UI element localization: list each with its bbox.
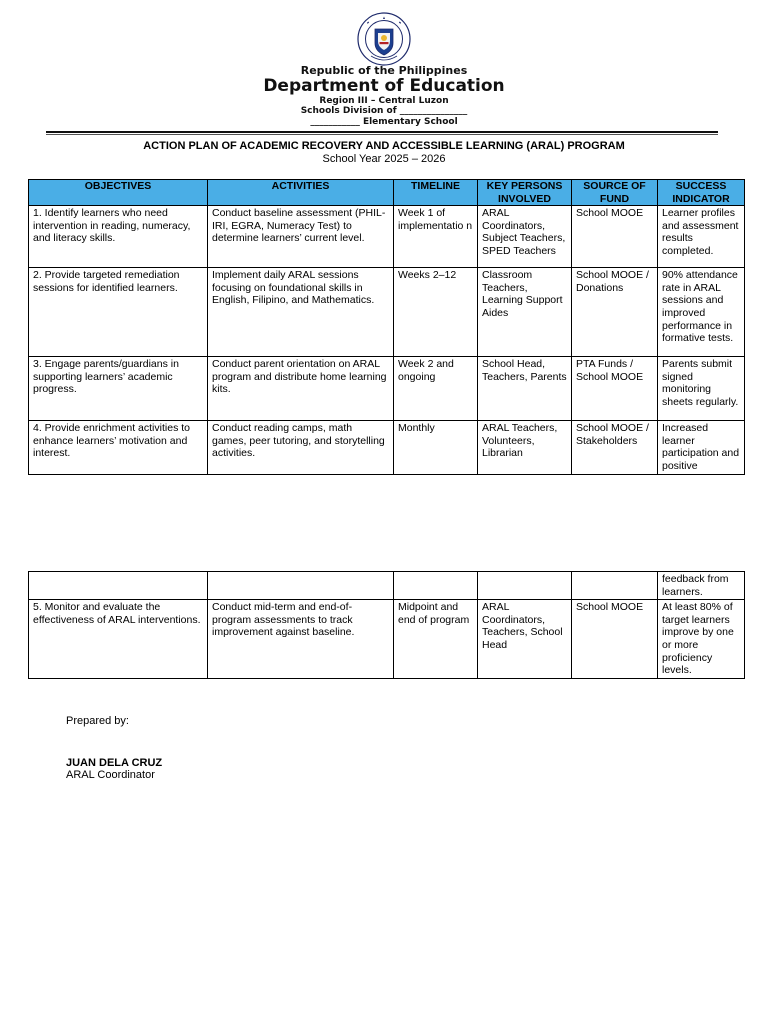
header-source-of-fund: SOURCE OF FUND [572, 180, 658, 206]
cell-source-of-fund: School MOOE / Stakeholders [572, 421, 658, 474]
signatory-role: ARAL Coordinator [66, 769, 155, 781]
table-row [29, 600, 745, 679]
prepared-by-label: Prepared by: [66, 715, 129, 727]
header-republic: Republic of the Philippines [300, 64, 468, 77]
cell-key-persons: ARAL Teachers, Volunteers, Librarian [478, 421, 572, 474]
table-row [29, 206, 745, 268]
cell-objective: 5. Monitor and evaluate the effectiveness of ARAL interventions. [29, 600, 208, 679]
cell-success-indicator: 90% attendance rate in ARAL sessions and improved performance in formative tests. [658, 268, 745, 357]
action-plan-table [28, 179, 745, 475]
cell-timeline: Midpoint and end of program [394, 600, 478, 679]
cell-objective [29, 572, 208, 600]
signatory-name: JUAN DELA CRUZ [66, 757, 163, 769]
cell-key-persons: School Head, Teachers, Parents [478, 357, 572, 421]
header-divider-thin [46, 134, 718, 135]
cell-success-indicator: At least 80% of target learners improve by one or more proficiency levels. [658, 600, 745, 679]
cell-objective: 3. Engage parents/guardians in supporting learners’ academic progress. [29, 357, 208, 421]
cell-success-indicator: feedback from learners. [658, 572, 745, 600]
cell-source-of-fund: PTA Funds / School MOOE [572, 357, 658, 421]
cell-source-of-fund: School MOOE / Donations [572, 268, 658, 357]
cell-timeline: Week 2 and ongoing [394, 357, 478, 421]
header-divider [46, 131, 718, 133]
header-success-indicator: SUCCESS INDICATOR [658, 180, 745, 206]
header-school: ___________ Elementary School [310, 117, 458, 127]
document-title: ACTION PLAN OF ACADEMIC RECOVERY AND ACCESSIBLE LEARNING (ARAL) PROGRAM [143, 140, 625, 152]
header-objectives: OBJECTIVES [29, 180, 208, 206]
cell-activity: Conduct mid-term and end-of-program assessments to track improvement against baseline. [208, 600, 394, 679]
header-key-persons: KEY PERSONS INVOLVED [478, 180, 572, 206]
cell-timeline [394, 572, 478, 600]
cell-key-persons [478, 572, 572, 600]
cell-timeline: Weeks 2–12 [394, 268, 478, 357]
cell-success-indicator: Increased learner participation and positive [658, 421, 745, 474]
cell-source-of-fund: School MOOE [572, 600, 658, 679]
school-year: School Year 2025 – 2026 [322, 153, 446, 165]
header-activities: ACTIVITIES [208, 180, 394, 206]
table-row [29, 268, 745, 357]
cell-activity: Conduct baseline assessment (PHIL-IRI, EGRA, Numeracy Test) to determine learners’ current level. [208, 206, 394, 268]
action-plan-table-continued [28, 571, 745, 679]
table-row [29, 572, 745, 600]
cell-key-persons: ARAL Coordinators, Subject Teachers, SPED Teachers [478, 206, 572, 268]
header-division: Schools Division of _______________ [300, 106, 468, 116]
cell-success-indicator: Parents submit signed monitoring sheets regularly. [658, 357, 745, 421]
cell-key-persons: ARAL Coordinators, Teachers, School Head [478, 600, 572, 679]
cell-source-of-fund [572, 572, 658, 600]
cell-key-persons: Classroom Teachers, Learning Support Aides [478, 268, 572, 357]
cell-activity [208, 572, 394, 600]
table-row [29, 357, 745, 421]
header-department: Department of Education [263, 76, 505, 96]
deped-seal-logo [357, 12, 411, 66]
cell-objective: 1. Identify learners who need intervention in reading, numeracy, and literacy skills. [29, 206, 208, 268]
header-timeline: TIMELINE [394, 180, 478, 206]
cell-timeline: Monthly [394, 421, 478, 474]
cell-timeline: Week 1 of implementatio n [394, 206, 478, 268]
table-row [29, 421, 745, 474]
cell-activity: Conduct parent orientation on ARAL program and distribute home learning kits. [208, 357, 394, 421]
header-region: Region III – Central Luzon [319, 96, 449, 106]
cell-objective: 4. Provide enrichment activities to enhance learners’ motivation and interest. [29, 421, 208, 474]
cell-source-of-fund: School MOOE [572, 206, 658, 268]
cell-activity: Conduct reading camps, math games, peer tutoring, and storytelling activities. [208, 421, 394, 474]
cell-objective: 2. Provide targeted remediation sessions for identified learners. [29, 268, 208, 357]
cell-activity: Implement daily ARAL sessions focusing on foundational skills in English, Filipino, and Mathematics. [208, 268, 394, 357]
table-header-row [29, 180, 745, 206]
cell-success-indicator: Learner profiles and assessment results completed. [658, 206, 745, 268]
